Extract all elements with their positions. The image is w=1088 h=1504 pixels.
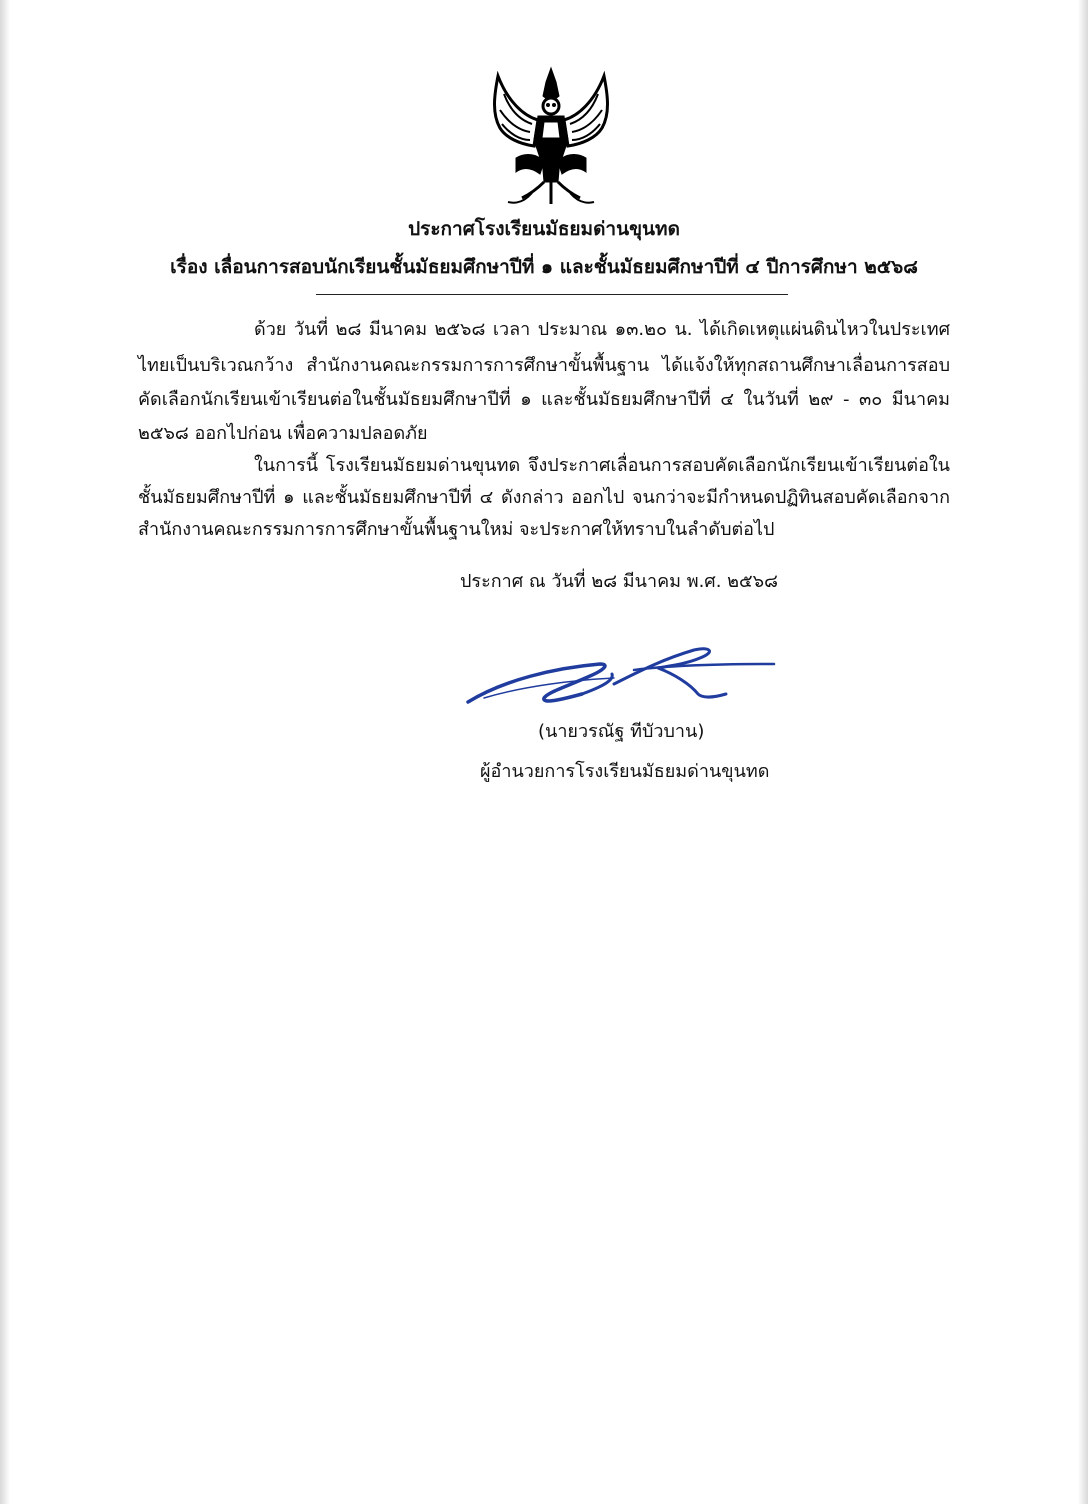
signer-position: ผู้อำนวยการโรงเรียนมัธยมด่านขุนทด xyxy=(480,761,770,782)
announcement-date: ประกาศ ณ วันที่ ๒๘ มีนาคม พ.ศ. ๒๕๖๘ xyxy=(460,571,778,592)
paragraph1-line-1: ด้วย วันที่ ๒๘ มีนาคม ๒๕๖๘ เวลา ประมาณ ๑๓.๒๐ น. ได้เกิดเหตุแผ่นดินไหวในประเทศ xyxy=(254,319,950,340)
garuda-emblem-icon xyxy=(486,62,616,210)
handwritten-signature xyxy=(464,640,778,712)
document-subject: เรื่อง เลื่อนการสอบนักเรียนชั้นมัธยมศึกษาปีที่ ๑ และชั้นมัธยมศึกษาปีที่ ๔ ปีการศึกษา ๒๕๖๘ xyxy=(170,256,918,278)
paragraph1-line-3: คัดเลือกนักเรียนเข้าเรียนต่อในชั้นมัธยมศึกษาปีที่ ๑ และชั้นมัธยมศึกษาปีที่ ๔ ในวันที่ ๒๙ - ๓๐ มีนาคม xyxy=(138,389,950,410)
paragraph1-line-2: ไทยเป็นบริเวณกว้าง สำนักงานคณะกรรมการการศึกษาขั้นพื้นฐาน ได้แจ้งให้ทุกสถานศึกษาเลื่อนการสอบ xyxy=(138,355,950,376)
paragraph1-line-4: ๒๕๖๘ ออกไปก่อน เพื่อความปลอดภัย xyxy=(138,423,428,444)
paragraph2-line-2: ชั้นมัธยมศึกษาปีที่ ๑ และชั้นมัธยมศึกษาปีที่ ๔ ดังกล่าว ออกไป จนกว่าจะมีกำหนดปฏิทินสอบคัดเลือกจาก xyxy=(138,487,950,508)
paragraph2-line-1: ในการนี้ โรงเรียนมัธยมด่านขุนทด จึงประกาศเลื่อนการสอบคัดเลือกนักเรียนเข้าเรียนต่อใน xyxy=(254,455,950,476)
title-divider xyxy=(316,294,788,295)
paragraph2-line-3: สำนักงานคณะกรรมการการศึกษาขั้นพื้นฐานใหม่ จะประกาศให้ทราบในลำดับต่อไป xyxy=(138,519,775,540)
signer-name: (นายวรณัฐ ทีบัวบาน) xyxy=(538,721,705,742)
document-title: ประกาศโรงเรียนมัธยมด่านขุนทด xyxy=(408,218,680,240)
